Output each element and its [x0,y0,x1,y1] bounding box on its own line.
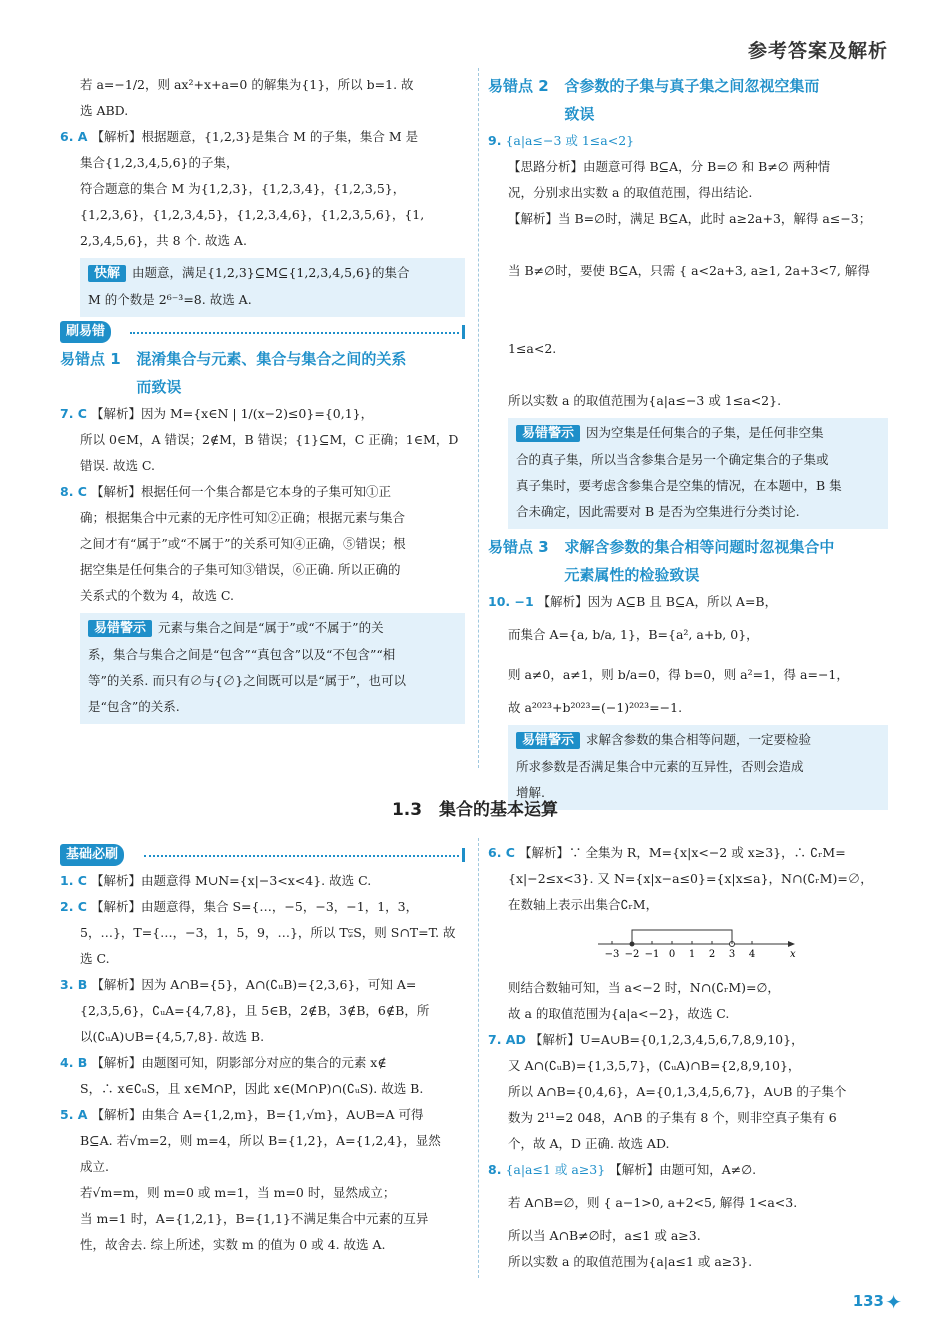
text-line: 【解析】由题意得 M∪N={x|−3<x<4}. 故选 C. [90,873,372,888]
text-line: 性，故舍去. 综上所述，实数 m 的值为 0 或 4. 故选 A. [80,1237,386,1252]
text-line: 数为 2¹¹=2 048，A∩B 的子集有 8 个，则非空真子集有 6 [508,1110,837,1125]
error-point-title: 而致误 [136,378,182,396]
quick-solution-label: 快解 [88,265,126,282]
text-line: 合未确定，因此需要对 B 是否为空集进行分类讨论. [516,504,800,519]
text-line: 【解析】当 B=∅时，满足 B⊆A，此时 a≥2a+3，解得 a≤−3； [508,211,872,226]
text-line: 【解析】由集合 A={1,2,m}，B={1,√m}，A∪B=A 可得 [91,1107,424,1122]
text-line: 选 C. [80,951,110,966]
question-number: 5. A [60,1107,88,1122]
text-line: 增解. [516,785,545,800]
text-line: 所求参数是否满足集合中元素的互异性，否则会造成 [516,759,804,774]
question-number: 8. [488,1162,502,1177]
left-column-top [60,72,465,728]
question-number: 6. C [488,845,515,860]
text-line: 选 ABD. [80,103,129,118]
text-line: 元素与集合之间是“属于”或“不属于”的关 [158,620,384,635]
sparkle-icon: ✦ [885,1290,902,1314]
number-line-variable: x [790,949,796,960]
answer-text: {a|a≤−3 或 1≤a<2} [505,133,635,148]
text-line: 真子集时，要考虑含参集合是空集的情况，在本题中，B 集 [516,478,842,493]
text-line: 所以实数 a 的取值范围为{a|a≤−3 或 1≤a<2}. [508,393,782,408]
text-line: 所以实数 a 的取值范围为{a|a≤1 或 a≥3}. [508,1254,753,1269]
text-line: 【解析】因为 A⊆B 且 B⊆A，所以 A=B， [537,594,778,609]
error-point-heading [488,533,888,589]
text-line: 集合{1,2,3,4,5,6}的子集， [80,155,239,170]
text-line: 【思路分析】由题意可得 B⊆A，分 B=∅ 和 B≠∅ 两种情 [508,159,831,174]
question-number: 7. AD [488,1032,526,1047]
error-point-label: 易错点 3 [488,538,549,556]
text-line: 成立. [80,1159,109,1174]
text-line: S，∴ x∈∁ᵤS，且 x∈M∩P，因此 x∈(M∩P)∩(∁ᵤS). 故选 B. [80,1081,424,1096]
text-line: 符合题意的集合 M 为{1,2,3}，{1,2,3,4}，{1,2,3,5}， [80,181,406,196]
warning-label: 易错警示 [516,732,580,749]
question-number: 3. B [60,977,88,992]
text-line: 【解析】根据任何一个集合都是它本身的子集可知①正 [90,484,391,499]
error-point-title: 元素属性的检验致误 [564,566,700,584]
text-line: 则 a≠0，a≠1，则 b/a=0，得 b=0，则 a²=1，得 a=−1， [508,667,849,682]
error-point-label: 易错点 2 [488,77,549,95]
question-number: 10. −1 [488,594,534,609]
text-line: 系，集合与集合之间是“包含”“真包含”以及“不包含”“相 [88,647,396,662]
bar-end-mark [462,848,465,862]
dotted-rule [130,332,459,334]
right-column-bottom [488,840,888,1275]
text-line: 若√m=m，则 m=0 或 m=1，当 m=0 时，显然成立； [80,1185,396,1200]
question-number: 9. [488,133,502,148]
number-line-tick-label: 4 [748,949,756,960]
section-title: 1.3 集合的基本运算 [391,800,559,820]
text-line: {x|−2≤x<3}. 又 N={x|x−a≤0}={x|x≤a}，N∩(∁ᵣM)=∅， [508,871,873,886]
text-line: 2,3,4,5,6}，共 8 个. 故选 A. [80,233,247,248]
text-line: 以(∁ᵤA)∪B={4,5,7,8}. 故选 B. [80,1029,265,1044]
page-number: 133 [852,1292,884,1310]
warning-label: 易错警示 [516,425,580,442]
section-bar-label: 基础必刷 [60,844,124,866]
text-line: 确；根据集合中元素的无序性可知②正确；根据元素与集合 [80,510,406,525]
text-line: 关系式的个数为 4，故选 C. [80,588,234,603]
column-divider-top [478,68,479,768]
text-line: 况，分别求出实数 a 的取值范围，得出结论. [508,185,753,200]
text-line: 又 A∩(∁ᵤB)={1,3,5,7}，(∁ᵤA)∩B={2,8,9,10}， [508,1058,801,1073]
text-line: 合的真子集，所以当含参集合是另一个确定集合的子集或 [516,452,829,467]
text-line: M 的个数是 2⁶⁻³=8. 故选 A. [88,292,252,307]
section-bar [60,321,465,343]
question-number: 2. C [60,899,87,914]
text-line: 【解析】由题可知，A≠∅. [609,1162,757,1177]
dotted-rule [144,855,459,857]
text-line: 因为空集是任何集合的子集，是任何非空集 [586,425,824,440]
number-line-tick-label: −2 [624,949,640,960]
question-number: 4. B [60,1055,88,1070]
warning-box [508,418,888,529]
number-line-arrow [788,941,795,947]
number-line-tick-label: 0 [668,949,676,960]
number-line-tick-label: 3 [728,949,736,960]
text-line: 若 a=−1/2，则 ax²+x+a=0 的解集为{1}，所以 b=1. 故 [80,77,414,92]
text-line: 错误. 故选 C. [80,458,156,473]
error-point-label: 易错点 1 [60,350,121,368]
bar-end-mark [462,325,465,339]
text-line: 而集合 A={a, b/a, 1}，B={a², a+b, 0}， [508,627,759,642]
text-line: 【解析】由题意得，集合 S={…，−5，−3，−1，1，3， [90,899,419,914]
text-line: 等”的关系. 而只有∅与{∅}之间既可以是“属于”，也可以 [88,673,407,688]
error-point-title: 求解含参数的集合相等问题时忽视集合中 [564,538,835,556]
number-line-diagram [598,922,798,962]
text-line: {1,2,3,6}，{1,2,3,4,5}，{1,2,3,4,6}，{1,2,3,5,6}，{1, [80,207,425,222]
text-line: B⊆A. 若√m=2，则 m=4，所以 B={1,2}，A={1,2,4}，显然 [80,1133,441,1148]
text-line: 所以当 A∩B≠∅时，a≤1 或 a≥3. [508,1228,701,1243]
text-line: 求解含参数的集合相等问题，一定要检验 [586,732,812,747]
text-line: 【解析】根据题意，{1,2,3}是集合 M 的子集，集合 M 是 [91,129,419,144]
question-number: 1. C [60,873,87,888]
text-line: 由题意，满足{1,2,3}⊆M⊆{1,2,3,4,5,6}的集合 [132,265,410,280]
text-line: 5，…}，T={…，−3，1，5，9，…}，所以 T⫋S，则 S∩T=T. 故 [80,925,456,940]
page-header-title: 参考答案及解析 [747,40,888,62]
interval-bracket [632,930,732,944]
quick-solution-box [80,258,465,317]
text-line: 【解析】由题图可知，阴影部分对应的集合的元素 x∉ [91,1055,387,1070]
error-point-heading [60,345,465,401]
answer-text: {a|a≤1 或 a≥3} [505,1162,606,1177]
warning-box [80,613,465,724]
text-line: 【解析】U=A∪B={0,1,2,3,4,5,6,7,8,9,10}， [529,1032,804,1047]
number-line-tick-label: 1 [688,949,696,960]
question-number: 6. A [60,129,88,144]
error-point-title: 含参数的子集与真子集之间忽视空集而 [564,77,820,95]
text-line: 所以 0∈M，A 错误；2∉M，B 错误；{1}⊆M，C 正确；1∈M，D [80,432,459,447]
column-divider-bottom [478,838,479,1278]
text-line: 则结合数轴可知，当 a<−2 时，N∩(∁ᵣM)=∅， [508,980,780,995]
section-bar [60,844,465,866]
text-line: 当 B≠∅时，要使 B⊆A，只需 { a<2a+3, a≥1, 2a+3<7, 解得 1≤a<2. [508,263,870,356]
number-line-tick-label: −3 [604,949,620,960]
number-line-tick-label: 2 [708,949,716,960]
error-point-heading [488,72,888,128]
left-column-bottom [60,840,465,1258]
text-line: 【解析】因为 M={x∈N | 1/(x−2)≤0}={0,1}， [90,406,374,421]
text-line: 【解析】∵ 全集为 R，M={x|x<−2 或 x≥3}，∴ ∁ᵣM= [518,845,846,860]
text-line: 是“包含”的关系. [88,699,180,714]
text-line: 个，故 A，D 正确. 故选 AD. [508,1136,670,1151]
error-point-title: 致误 [564,105,595,123]
text-line: 之间才有“属于”或“不属于”的关系可知④正确，⑤错误；根 [80,536,406,551]
text-line: 故 a 的取值范围为{a|a<−2}，故选 C. [508,1006,730,1021]
number-line-tick-label: −1 [644,949,660,960]
question-number: 8. C [60,484,87,499]
text-line: 若 A∩B=∅，则 { a−1>0, a+2<5, 解得 1<a<3. [508,1195,798,1210]
warning-label: 易错警示 [88,620,152,637]
question-number: 7. C [60,406,87,421]
text-line: 当 m=1 时，A={1,2,1}，B={1,1}不满足集合中元素的互异 [80,1211,429,1226]
text-line: 所以 A∩B={0,4,6}，A={0,1,3,4,5,6,7}，A∪B 的子集个 [508,1084,847,1099]
right-column-top [488,72,888,814]
section-bar-label: 刷易错 [60,321,111,343]
text-line: {2,3,5,6}，∁ᵤA={4,7,8}，且 5∈B，2∉B，3∉B，6∉B，所 [80,1003,430,1018]
error-point-title: 混淆集合与元素、集合与集合之间的关系 [136,350,407,368]
text-line: 在数轴上表示出集合∁ᵣM， [508,897,659,912]
text-line: 故 a²⁰²³+b²⁰²³=(−1)²⁰²³=−1. [508,700,683,715]
text-line: 【解析】因为 A∩B={5}，A∩(∁ᵤB)={2,3,6}，可知 A= [91,977,417,992]
text-line: 据空集是任何集合的子集可知③错误，⑥正确. 所以正确的 [80,562,401,577]
